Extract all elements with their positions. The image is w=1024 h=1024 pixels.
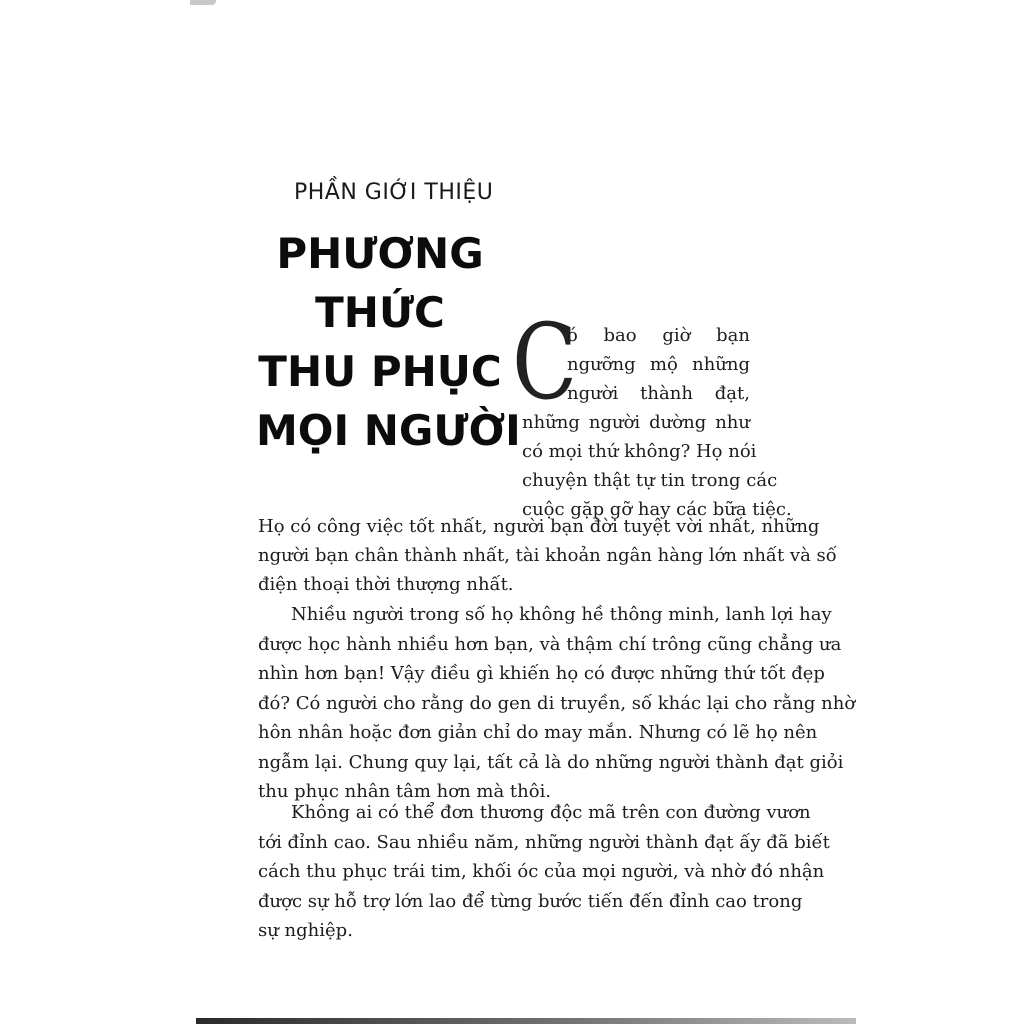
text-line: đó? Có người cho rằng do gen di truyền, số khác lại cho rằng nhờ <box>258 692 856 714</box>
chapter-title-line: PHƯƠNG <box>276 229 484 278</box>
text-line: những người dường như <box>522 412 750 433</box>
intro-paragraph-narrow <box>522 321 792 524</box>
paragraph-2 <box>258 600 856 807</box>
chapter-title <box>256 224 521 460</box>
chapter-title-line: MỌI NGƯỜI <box>256 406 521 455</box>
section-label: PHẦN GIỚI THIỆU <box>294 180 494 205</box>
text-line: hôn nhân hoặc đơn giản chỉ do may mắn. Nhưng có lẽ họ nên <box>258 722 818 743</box>
text-line: cách thu phục trái tim, khối óc của mọi người, và nhờ đó nhận <box>258 861 825 882</box>
text-line: Nhiều người trong số họ không hề thông minh, lanh lợi hay <box>291 604 832 625</box>
text-line: người thành đạt, <box>567 383 750 404</box>
drop-cap: C <box>512 301 578 423</box>
text-line: ngẫm lại. Chung quy lại, tất cả là do những người thành đạt giỏi <box>258 751 844 773</box>
page-edge-top <box>190 0 216 5</box>
text-line: điện thoại thời thượng nhất. <box>258 574 514 595</box>
text-line: thu phục nhân tâm hơn mà thôi. <box>258 781 552 802</box>
text-line: Họ có công việc tốt nhất, người bạn đời tuyệt vời nhất, những <box>258 516 820 537</box>
text-line: người bạn chân thành nhất, tài khoản ngân hàng lớn nhất và số <box>258 545 837 566</box>
page-edge-bottom <box>196 1018 856 1024</box>
text-line: Không ai có thể đơn thương độc mã trên con đường vươn <box>291 802 811 823</box>
text-line: có mọi thứ không? Họ nói <box>522 441 757 462</box>
text-line: cuộc gặp gỡ hay các bữa tiệc. <box>522 499 792 520</box>
chapter-title-line: THỨC <box>315 288 445 337</box>
chapter-title-line: THU PHỤC <box>258 347 502 396</box>
text-line: được sự hỗ trợ lớn lao để từng bước tiến đến đỉnh cao trong <box>258 890 803 912</box>
text-line: tới đỉnh cao. Sau nhiều năm, những người thành đạt ấy đã biết <box>258 831 830 853</box>
text-line: sự nghiệp. <box>258 920 353 941</box>
text-line: nhìn hơn bạn! Vậy điều gì khiến họ có được những thứ tốt đẹp <box>258 663 825 684</box>
text-line: ngưỡng mộ những <box>567 354 750 375</box>
text-line: được học hành nhiều hơn bạn, và thậm chí trông cũng chẳng ưa <box>258 633 842 655</box>
paragraph-3 <box>258 798 830 946</box>
text-line: chuyện thật tự tin trong các <box>522 470 778 491</box>
intro-paragraph-full <box>258 512 837 599</box>
text-line: ó bao giờ bạn <box>567 325 750 346</box>
